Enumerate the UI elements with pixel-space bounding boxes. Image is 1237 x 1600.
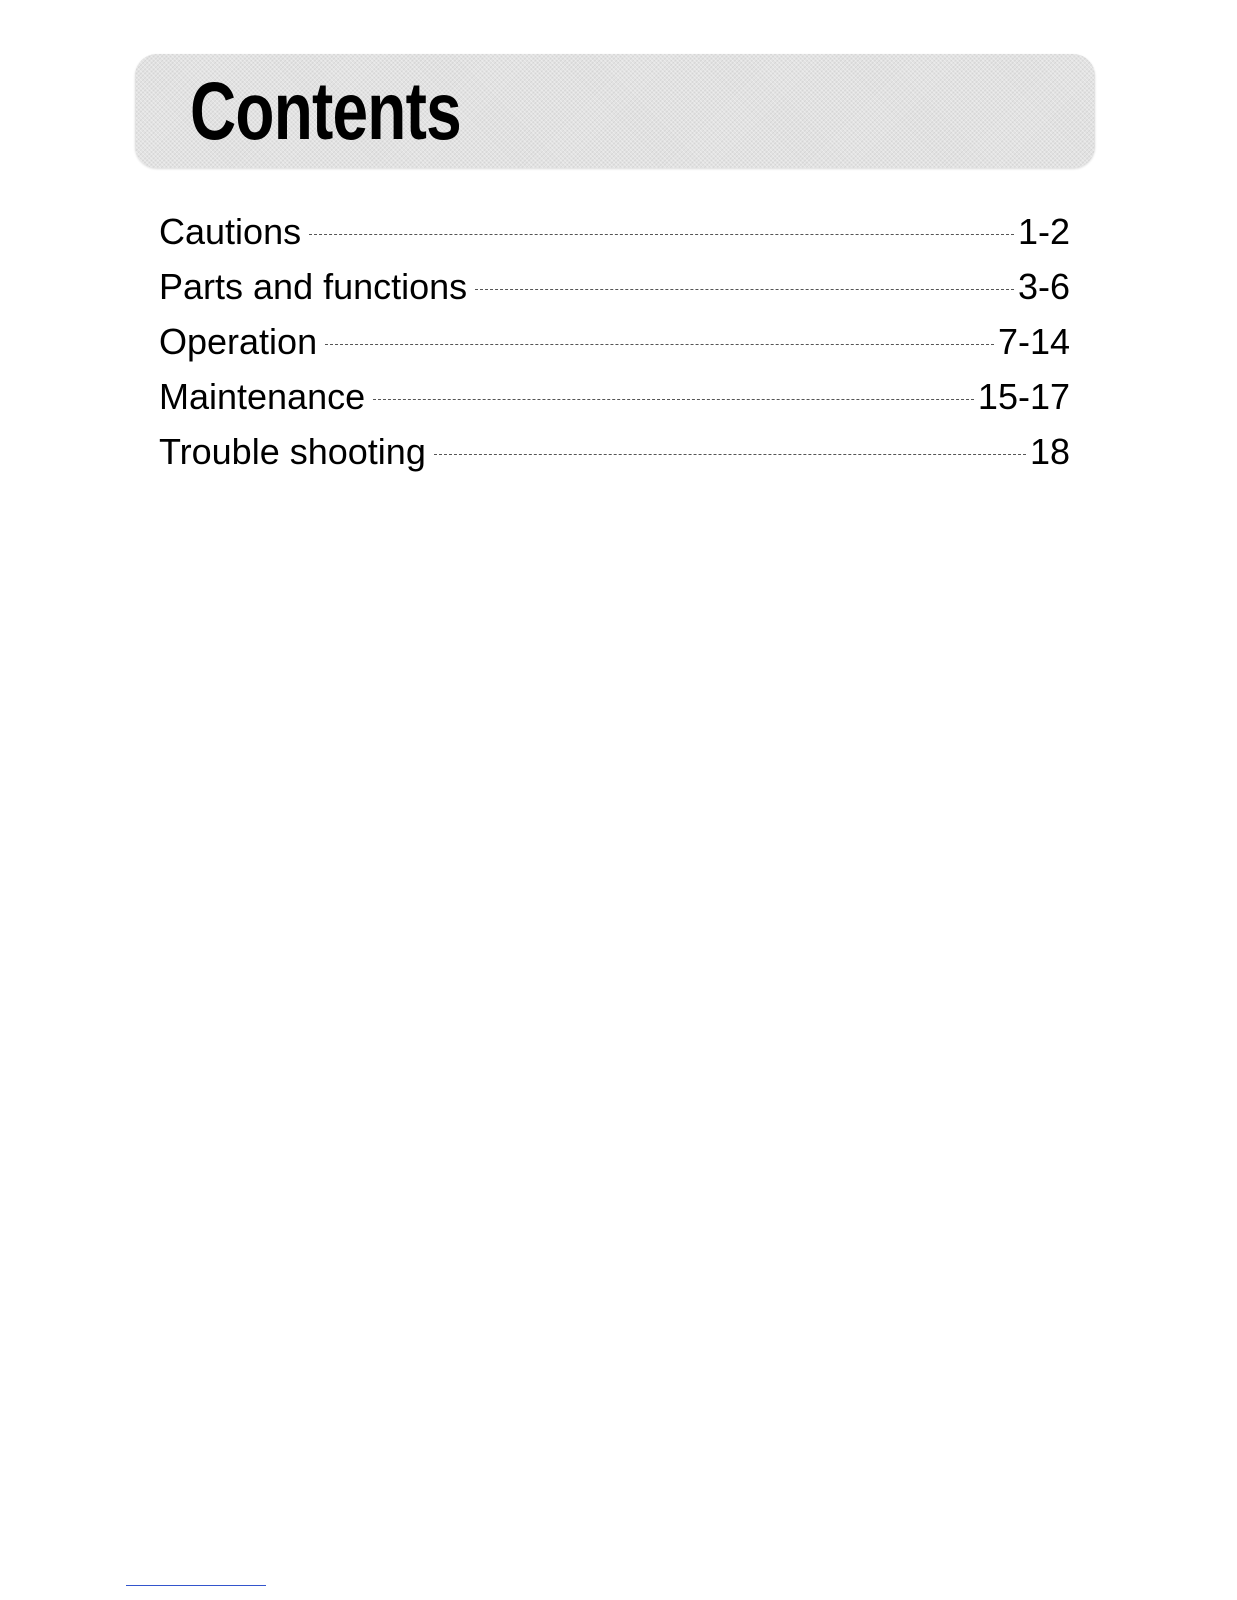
dot-leader [325, 344, 994, 345]
toc-item-page-range: 3-6 [1017, 266, 1070, 307]
dot-leader [309, 234, 1014, 235]
table-of-contents [159, 204, 1070, 479]
footer-link-underline [126, 1585, 266, 1586]
toc-item-page-range: 15-17 [977, 376, 1070, 417]
toc-item-page-range: 7-14 [997, 321, 1070, 362]
dot-leader [373, 399, 974, 400]
toc-item-label: Trouble shooting [159, 431, 426, 472]
toc-item-page-range: 18 [1029, 431, 1070, 472]
page-title: Contents [190, 66, 461, 157]
dot-leader [475, 289, 1014, 290]
toc-item-label: Cautions [159, 211, 302, 252]
toc-item-label: Operation [159, 321, 318, 362]
toc-item-operation[interactable] [159, 314, 1070, 369]
toc-item-page-range: 1-2 [1017, 211, 1070, 252]
toc-item-label: Parts and functions [159, 266, 468, 307]
toc-item-maintenance[interactable] [159, 369, 1070, 424]
dot-leader [434, 454, 1026, 455]
toc-item-parts-and-functions[interactable] [159, 259, 1070, 314]
toc-item-cautions[interactable] [159, 204, 1070, 259]
toc-item-label: Maintenance [159, 376, 366, 417]
toc-item-trouble-shooting[interactable] [159, 424, 1070, 479]
